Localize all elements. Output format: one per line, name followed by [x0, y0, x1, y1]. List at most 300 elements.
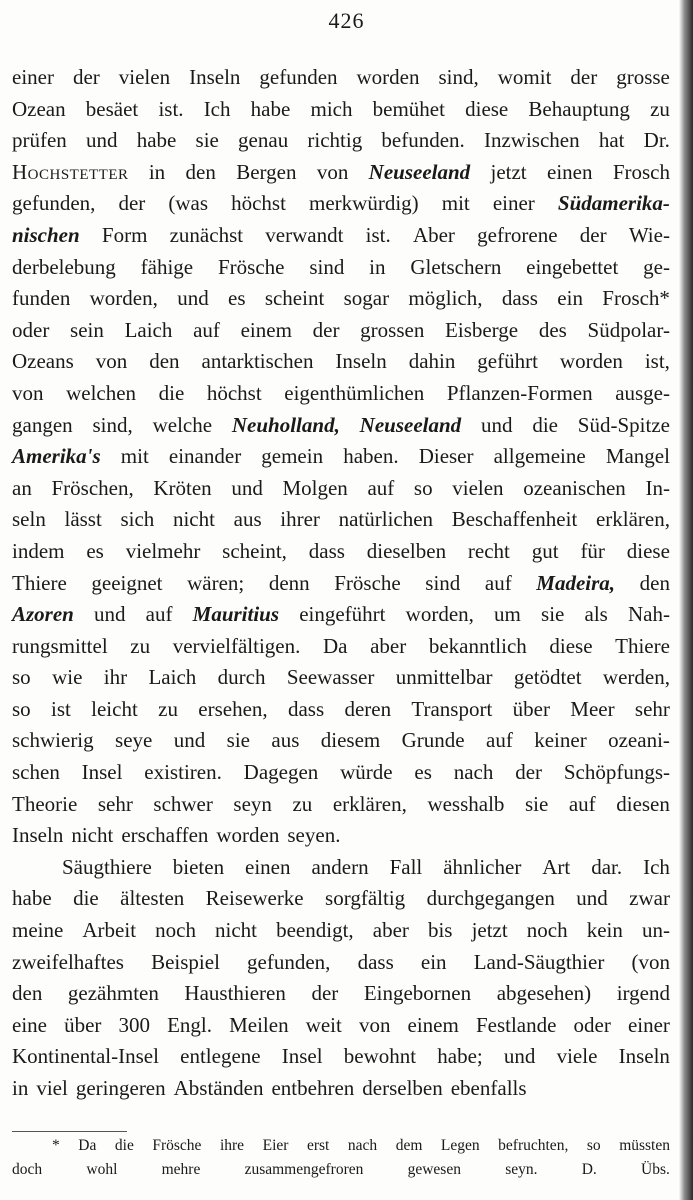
footnote-word: *	[52, 1137, 60, 1154]
text-line	[12, 1041, 670, 1073]
word: von	[316, 159, 349, 184]
word: Da	[322, 633, 348, 658]
word: Neuseeland	[368, 159, 471, 184]
word: grossen	[360, 317, 425, 342]
word: nischen	[12, 222, 80, 247]
word: worden,	[89, 286, 158, 311]
word: Inzwischen	[483, 128, 580, 153]
word: Neuseeland	[359, 412, 462, 437]
word: worden	[216, 823, 280, 848]
word: ein	[420, 949, 447, 974]
word: oder	[12, 317, 50, 342]
text-line	[12, 662, 670, 694]
word: die	[532, 412, 558, 437]
word: un-	[641, 918, 670, 943]
word: sehr	[97, 791, 133, 816]
word: würde	[340, 760, 393, 785]
word: für	[580, 538, 605, 563]
word: aber	[370, 633, 407, 658]
word: Land-Säugthier	[473, 949, 605, 974]
footnote-word: gewesen	[407, 1161, 461, 1178]
word: Thiere	[615, 633, 670, 658]
word: sie	[524, 791, 549, 816]
word: auf	[486, 728, 513, 753]
word: Engl.	[167, 1012, 213, 1037]
word: nicht	[215, 918, 258, 943]
word: einer	[627, 1012, 670, 1037]
word: Theorie	[12, 791, 78, 816]
text-line	[12, 599, 670, 631]
word: sorgfältig	[325, 886, 406, 911]
word: wesshalb	[427, 791, 505, 816]
word: aus	[271, 728, 300, 753]
word: ozeani-	[608, 728, 670, 753]
word: Dieser	[418, 444, 474, 469]
word: dar.	[591, 854, 623, 879]
word: andern	[311, 854, 369, 879]
word: Frösche	[217, 254, 285, 279]
footnote-word: die	[114, 1137, 134, 1154]
word: Amerika's	[12, 444, 101, 469]
word: von	[95, 349, 128, 374]
word: bieten	[172, 854, 225, 879]
word: seln	[12, 507, 46, 532]
text-line	[12, 1073, 670, 1105]
word: Reisewerke	[205, 886, 304, 911]
word: Beispiel	[151, 949, 220, 974]
word: beendigt,	[276, 918, 354, 943]
word: merkwürdig)	[309, 191, 419, 216]
word: der	[311, 981, 339, 1006]
word: in	[12, 1076, 29, 1100]
footnote	[12, 1134, 670, 1182]
word: Hochstetter	[12, 159, 129, 184]
word: Mangel	[605, 444, 670, 469]
word: (von	[631, 949, 670, 974]
word: eingeführt	[299, 602, 386, 627]
word: dass	[287, 696, 325, 721]
word: zweifelhaftes	[12, 949, 124, 974]
word: rungsmittel	[12, 633, 108, 658]
word: natürlichen	[338, 507, 434, 532]
word: so	[413, 475, 433, 500]
word: ihr	[103, 665, 128, 690]
word: zu	[158, 696, 178, 721]
text-line	[12, 536, 670, 568]
word: höchst	[206, 380, 262, 405]
word: ge-	[643, 254, 670, 279]
word: irgend	[616, 981, 670, 1006]
word: Grunde	[401, 728, 465, 753]
word: sie	[195, 128, 219, 153]
word: durch	[217, 665, 266, 690]
word: dieselben	[366, 538, 447, 563]
word: Nah-	[628, 602, 670, 627]
word: jetzt	[471, 918, 508, 943]
word: so	[12, 696, 31, 721]
footnote-word: ihre	[219, 1137, 245, 1154]
word: Arbeit	[82, 918, 137, 943]
word: an	[12, 475, 32, 500]
footnote-line	[12, 1158, 670, 1182]
text-line	[12, 188, 670, 220]
footnote-word: D.	[581, 1161, 597, 1178]
footnote-word: so	[586, 1137, 601, 1154]
word: vervielfältigen.	[172, 633, 301, 658]
word: Frösche	[334, 570, 401, 595]
word: sind	[425, 570, 461, 595]
word: nach	[453, 760, 494, 785]
word: und	[503, 1044, 536, 1069]
word: Festlande	[475, 1012, 557, 1037]
text-line	[12, 315, 670, 347]
footnote-word: müssten	[619, 1137, 670, 1154]
word: habe	[136, 128, 177, 153]
word: den	[185, 159, 216, 184]
word: dahin	[408, 349, 456, 374]
footnote-line	[12, 1134, 670, 1158]
word: zwar	[629, 886, 670, 911]
word: deren	[344, 696, 392, 721]
text-line	[12, 694, 670, 726]
word: Dr.	[643, 128, 670, 153]
word: Frosch	[612, 159, 670, 184]
footnote-word: Frösche	[152, 1137, 202, 1154]
word: ähnlicher	[443, 854, 522, 879]
word: Säugthiere	[62, 854, 152, 879]
word: Wie-	[628, 222, 670, 247]
word: sind,	[438, 65, 479, 89]
word: Hausthieren	[184, 981, 286, 1006]
word: zunächst	[169, 222, 244, 247]
word: einem	[407, 1012, 459, 1037]
word: ist,	[644, 349, 670, 374]
word: ältesten	[120, 886, 185, 911]
text-line	[12, 820, 670, 852]
word: scheint,	[222, 538, 287, 563]
word: und	[480, 412, 513, 437]
page-number: 426	[328, 8, 365, 33]
word: Neuholland,	[231, 412, 340, 437]
word: ausge-	[615, 380, 670, 405]
word: den	[149, 349, 180, 374]
text-line	[12, 504, 670, 536]
word: der	[118, 191, 146, 216]
word: besäet	[85, 96, 139, 121]
word: es	[414, 760, 432, 785]
text-line	[12, 978, 670, 1010]
word: des	[538, 317, 567, 342]
text-line	[12, 631, 670, 663]
word: noch	[155, 918, 196, 943]
word: um	[494, 602, 521, 627]
word: Beschaffenheit	[451, 507, 578, 532]
word: kein	[586, 918, 623, 943]
word: bis	[427, 918, 453, 943]
word: einem	[240, 317, 292, 342]
word: Aber	[412, 222, 455, 247]
footnote-word: nach	[347, 1137, 378, 1154]
body-text	[12, 62, 670, 1105]
footnote-word: Da	[78, 1137, 97, 1154]
word: einen	[547, 159, 593, 184]
word: gezähmten	[67, 981, 159, 1006]
word: vielmehr	[125, 538, 201, 563]
word: einander	[168, 444, 242, 469]
footnote-word: seyn.	[505, 1161, 538, 1178]
word: indem	[12, 538, 65, 563]
word: womit	[497, 65, 552, 89]
word: richtig	[307, 128, 363, 153]
word: als	[584, 602, 608, 627]
word: habe	[12, 886, 52, 911]
word: gangen	[12, 412, 73, 437]
word: eigenthümlichen	[284, 380, 425, 405]
word: dass	[501, 286, 538, 311]
word: schwierig	[12, 728, 94, 753]
word: so	[12, 665, 31, 690]
word: und	[173, 728, 206, 753]
word: leicht	[91, 696, 138, 721]
word: diese	[549, 633, 593, 658]
word: wie	[52, 665, 83, 690]
word: bemühet	[372, 96, 445, 121]
word: über	[64, 1012, 102, 1037]
word: nicht	[71, 823, 114, 848]
text-line	[12, 252, 670, 284]
footnote-word: befruchten,	[498, 1137, 569, 1154]
text-line	[12, 757, 670, 789]
word: Insel	[281, 1044, 323, 1069]
word: sind	[309, 254, 345, 279]
word: (was	[168, 191, 209, 216]
word: weit	[305, 1012, 342, 1037]
text-line	[12, 157, 670, 189]
text-line	[12, 346, 670, 378]
word: Kontinental-Insel	[12, 1044, 159, 1069]
word: Meer	[570, 696, 615, 721]
word: Art	[542, 854, 571, 879]
word: Fröschen,	[51, 475, 134, 500]
text-line	[12, 378, 670, 410]
word: Laich	[124, 317, 173, 342]
footnote-word: dem	[395, 1137, 423, 1154]
word: geringeren	[75, 1076, 166, 1100]
word: auf	[145, 602, 173, 627]
word: jetzt	[490, 159, 527, 184]
word: es	[86, 538, 104, 563]
word: Inseln	[12, 823, 64, 848]
word: schen	[12, 760, 60, 785]
word: werden,	[602, 665, 670, 690]
word: getödtet	[513, 665, 582, 690]
word: worden	[356, 65, 420, 89]
word: meine	[12, 918, 64, 943]
word: sind,	[92, 412, 133, 437]
word: Inseln	[189, 65, 241, 89]
word: keiner	[534, 728, 587, 753]
text-line	[12, 94, 670, 126]
word: hat	[598, 128, 625, 153]
word: geeignet	[91, 570, 163, 595]
word: die	[158, 380, 185, 405]
word: Eingebornen	[363, 981, 472, 1006]
word: Ozeans	[12, 349, 74, 374]
word: fähige	[140, 254, 194, 279]
word: funden	[12, 286, 71, 311]
word: wären;	[187, 570, 245, 595]
word: gefrorene	[477, 222, 558, 247]
word: unmittelbar	[395, 665, 493, 690]
word: worden	[559, 349, 623, 374]
word: möglich,	[408, 286, 483, 311]
footnote-word: Eier	[262, 1137, 289, 1154]
word: Laich	[148, 665, 197, 690]
word: zu	[130, 633, 151, 658]
word: scheint	[264, 286, 325, 311]
word: Seewasser	[286, 665, 375, 690]
word: entbehren	[271, 1076, 355, 1100]
word: in	[369, 254, 386, 279]
word: erklären,	[332, 791, 407, 816]
word: in	[148, 159, 166, 184]
text-line	[12, 1010, 670, 1042]
word: Mauritius	[192, 602, 280, 627]
word: Kröten	[153, 475, 212, 500]
word: gemein	[261, 444, 324, 469]
word: auf	[568, 791, 596, 816]
word: zu	[292, 791, 313, 816]
word: genau	[238, 128, 289, 153]
word: es	[228, 286, 246, 311]
footnote-word: doch	[12, 1161, 43, 1178]
word: gefunden,	[12, 191, 96, 216]
word: mit	[441, 191, 470, 216]
word: derselben	[362, 1076, 443, 1100]
word: habe;	[437, 1044, 483, 1069]
page-edge-shadow	[679, 0, 693, 1200]
word: höchst	[231, 191, 286, 216]
word: Ich	[643, 854, 670, 879]
word: seyn	[233, 791, 272, 816]
word: dass	[308, 538, 345, 563]
word: schwer	[153, 791, 213, 816]
word: ist.	[365, 222, 391, 247]
word: gefunden	[259, 65, 338, 89]
word: gut	[531, 538, 559, 563]
text-line	[12, 220, 670, 252]
word: denn	[268, 570, 310, 595]
word: vielen	[452, 475, 504, 500]
footnote-word: mehre	[161, 1161, 201, 1178]
word: allgemeine	[493, 444, 586, 469]
word: ersehen,	[198, 696, 268, 721]
word: Frosch*	[602, 286, 670, 311]
word: und	[94, 602, 126, 627]
word: der	[579, 222, 607, 247]
text-line	[12, 915, 670, 947]
text-line	[12, 473, 670, 505]
word: Form	[101, 222, 148, 247]
word: Südpolar-	[587, 317, 670, 342]
word: oder	[573, 1012, 611, 1037]
word: 300	[118, 1012, 150, 1037]
word: der	[72, 65, 100, 89]
text-line	[12, 441, 670, 473]
word: viel	[36, 1076, 68, 1100]
word: und	[177, 286, 209, 311]
word: befunden.	[381, 128, 465, 153]
word: der	[570, 65, 598, 89]
word: den	[639, 570, 670, 595]
word: über	[512, 696, 550, 721]
word: diesen	[616, 791, 670, 816]
word: Ozean	[12, 96, 66, 121]
word: gefunden,	[247, 949, 331, 974]
word: seyen.	[287, 823, 341, 848]
word: haben.	[343, 444, 399, 469]
word: Gletschern	[410, 254, 502, 279]
word: viele	[556, 1044, 598, 1069]
word: und	[86, 128, 118, 153]
word: Inseln	[618, 1044, 670, 1069]
word: diesem	[320, 728, 381, 753]
word: ein	[557, 286, 583, 311]
word: ebenfalls	[450, 1076, 527, 1100]
word: und	[231, 475, 263, 500]
word: recht	[467, 538, 510, 563]
word: Eisberge	[445, 317, 519, 342]
word: nicht	[172, 507, 215, 532]
word: erklären,	[595, 507, 670, 532]
word: Ich	[203, 96, 231, 121]
word: sehr	[634, 696, 670, 721]
word: derbelebung	[12, 254, 116, 279]
word: Inseln	[335, 349, 387, 374]
word: In-	[645, 475, 670, 500]
word: verwandt	[265, 222, 344, 247]
word: sie	[226, 728, 250, 753]
word: aus	[233, 507, 262, 532]
text-line	[12, 568, 670, 600]
word: worden,	[405, 602, 474, 627]
text-line	[12, 947, 670, 979]
word: lässt	[64, 507, 102, 532]
word: prüfen	[12, 128, 67, 153]
word: entlegene	[180, 1044, 261, 1069]
text-line	[12, 62, 670, 94]
word: die	[73, 886, 99, 911]
word: Fall	[389, 854, 423, 879]
word: erschaffen	[121, 823, 209, 848]
footnote-word: zusammengefroren	[244, 1161, 364, 1178]
word: welchen	[66, 380, 137, 405]
word: mich	[310, 96, 353, 121]
word: Süd-Spitze	[577, 412, 670, 437]
word: der	[312, 317, 340, 342]
word: diese	[465, 96, 509, 121]
word: zu	[650, 96, 670, 121]
text-line	[12, 283, 670, 315]
word: Transport	[411, 696, 493, 721]
word: Insel	[81, 760, 123, 785]
word: bewohnt	[343, 1044, 417, 1069]
word: Pflanzen-Formen	[446, 380, 593, 405]
word: durchgegangen	[426, 886, 555, 911]
word: Madeira,	[536, 570, 616, 595]
word: antarktischen	[201, 349, 314, 374]
word: grosse	[616, 65, 670, 89]
